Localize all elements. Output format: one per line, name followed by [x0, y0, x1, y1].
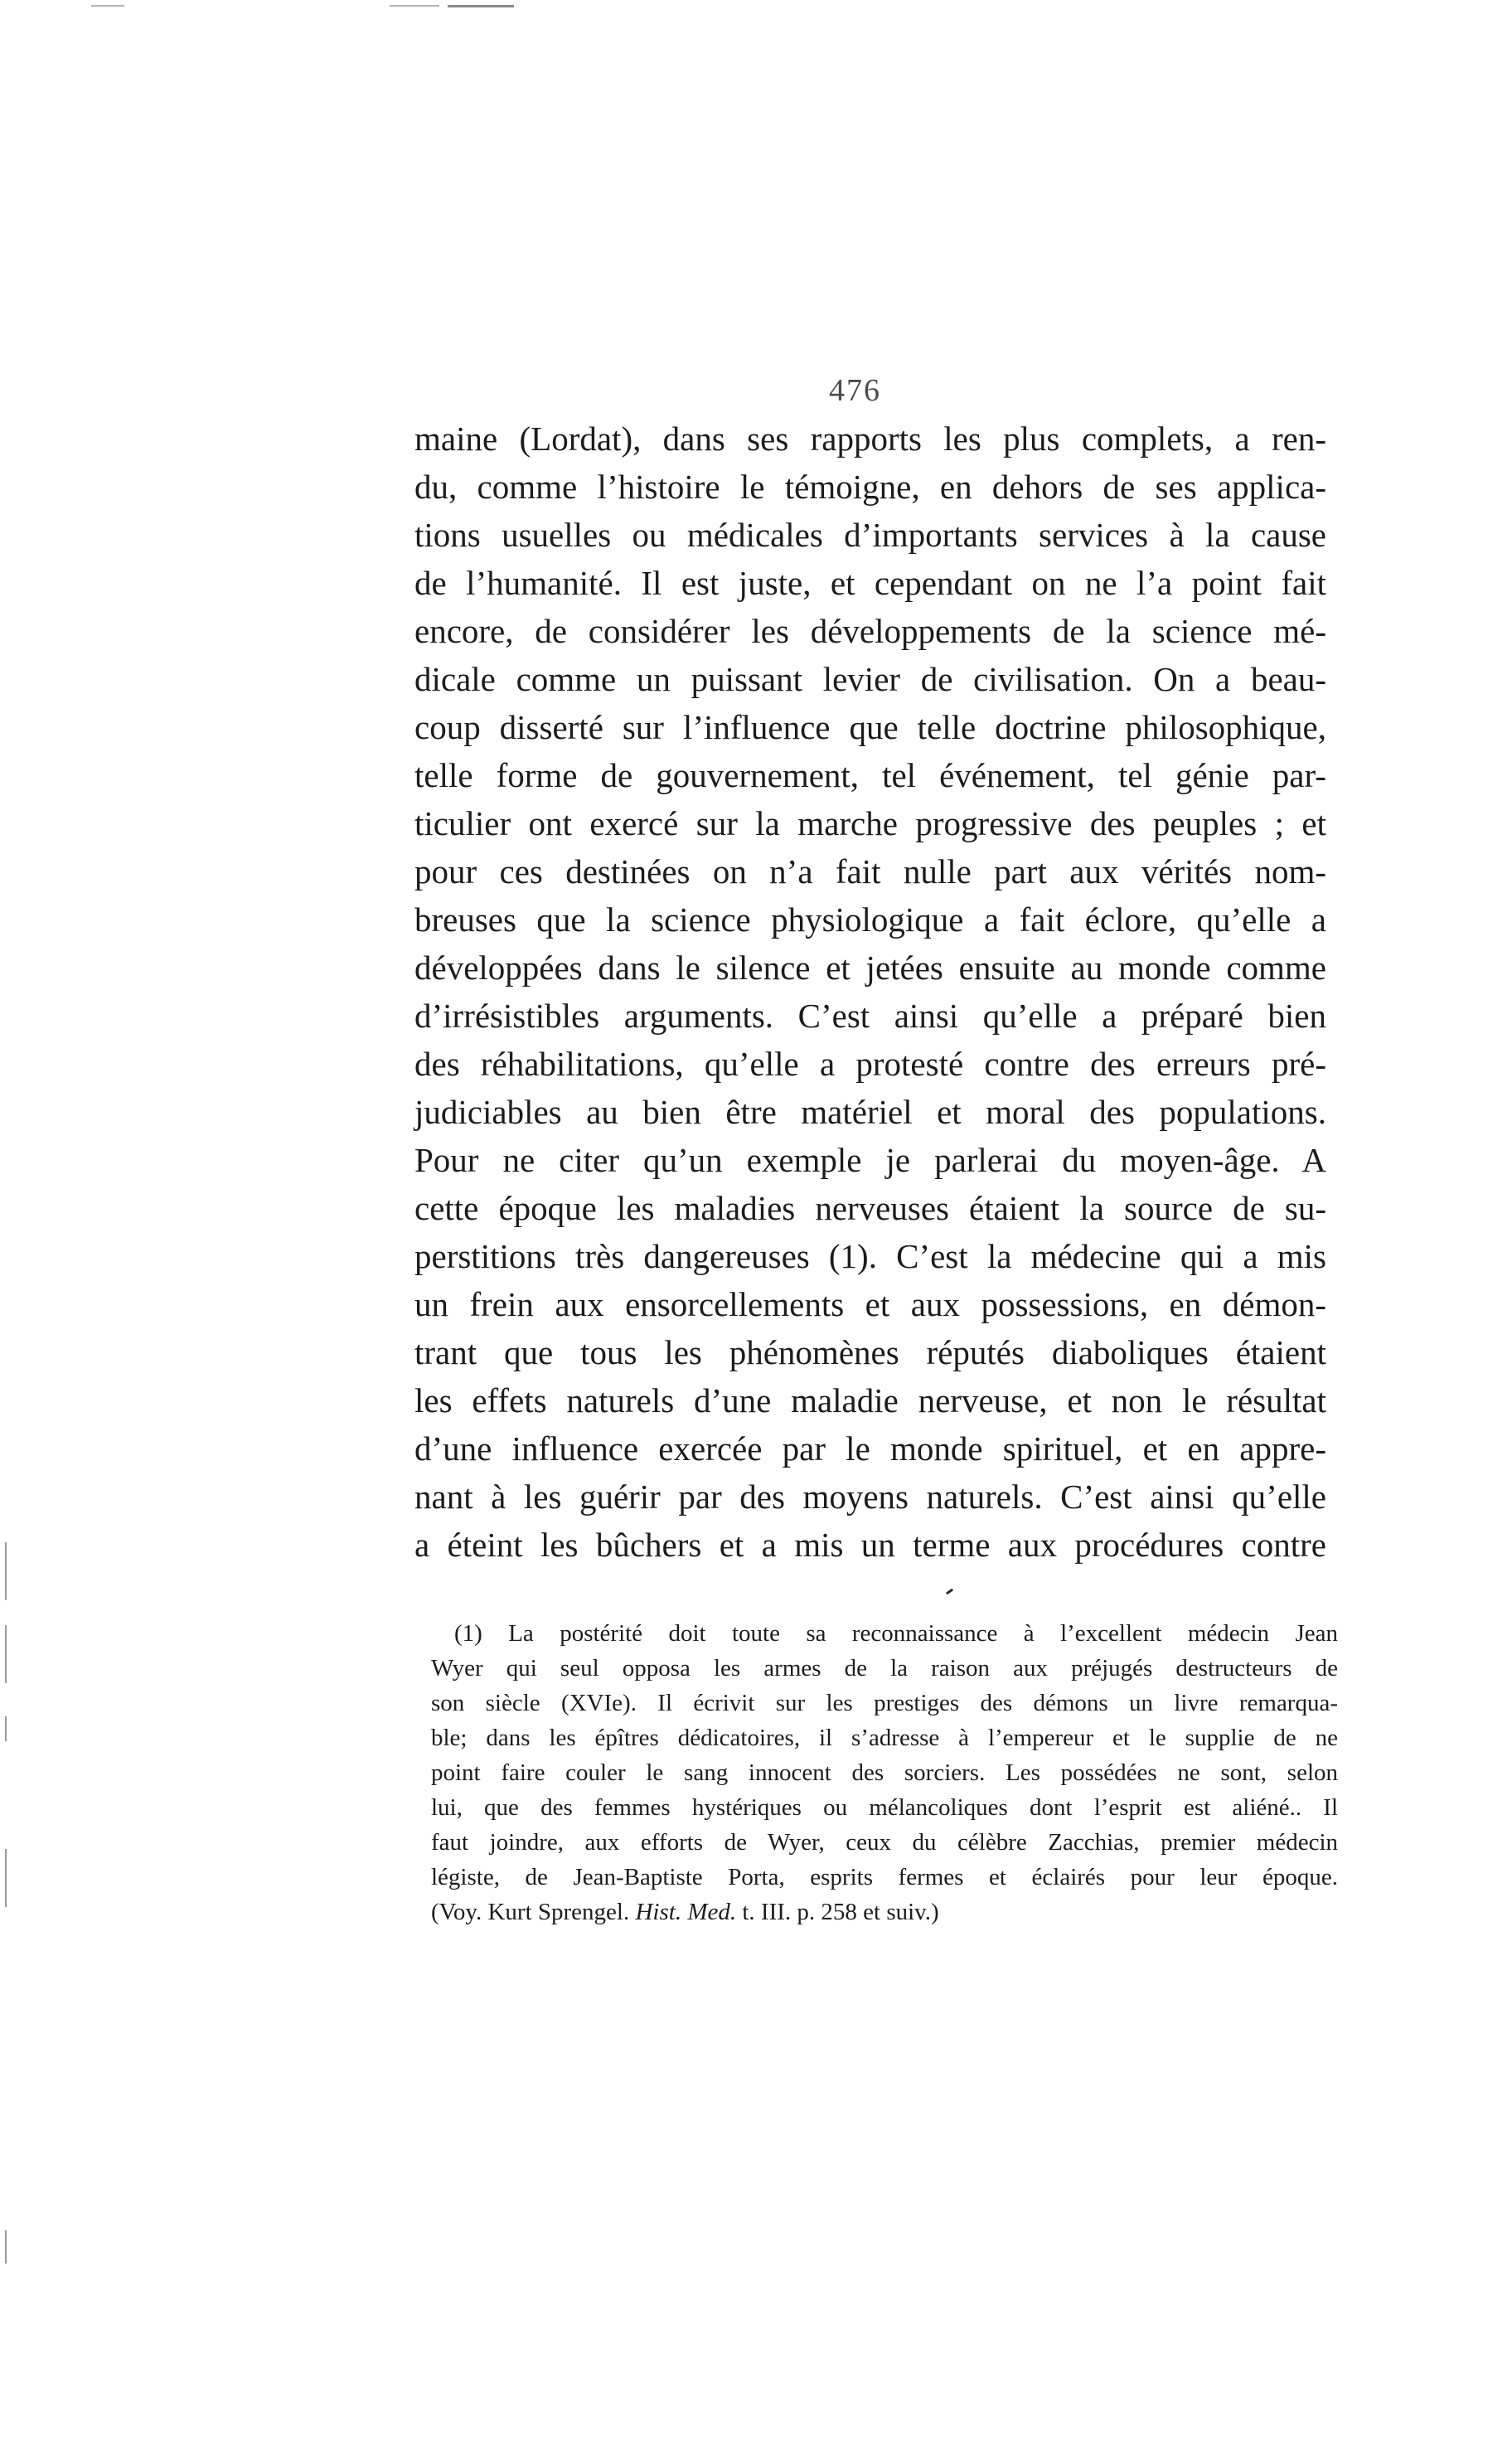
footnote-line: lui, que des femmes hystériques ou mélancoliques dont l’esprit est aliéné.. Il — [431, 1794, 1338, 1821]
margin-scan-mark — [5, 2230, 7, 2264]
body-line: tions usuelles ou médicales d’importants services à la cause — [414, 516, 1326, 554]
body-line: les effets naturels d’une maladie nerveuse, et non le résultat — [414, 1381, 1326, 1419]
footnote-citation — [431, 1895, 939, 1929]
citation-title-hist: Hist. — [635, 1899, 682, 1925]
body-line: de l’humanité. Il est juste, et cependant on ne l’a point fait — [414, 564, 1326, 602]
body-line: d’irrésistibles arguments. C’est ainsi qu’elle a préparé bien — [414, 997, 1326, 1035]
body-line: des réhabilitations, qu’elle a protesté contre des erreurs pré- — [414, 1045, 1326, 1083]
scan-artifact — [448, 5, 514, 7]
body-line: breuses que la science physiologique a fait éclore, qu’elle a — [414, 900, 1326, 939]
body-line: perstitions très dangereuses (1). C’est la médecine qui a mis — [414, 1237, 1326, 1275]
body-line: cette époque les maladies nerveuses étaient la source de su- — [414, 1189, 1326, 1227]
body-line: coup disserté sur l’influence que telle doctrine philosophique, — [414, 708, 1326, 746]
body-line: du, comme l’histoire le témoigne, en dehors de ses applica- — [414, 468, 1326, 506]
citation-title-med: Med. — [687, 1899, 737, 1925]
footnote-separator-mark — [946, 1589, 953, 1595]
body-line: pour ces destinées on n’a fait nulle part aux vérités nom- — [414, 852, 1326, 891]
citation-prefix: (Voy. Kurt Sprengel. — [431, 1899, 636, 1925]
scan-artifact — [390, 5, 439, 7]
footnote-line: son siècle (XVIe). Il écrivit sur les prestiges des démons un livre remarqua- — [431, 1690, 1338, 1716]
footnote — [0, 1617, 1512, 1998]
body-line: nant à les guérir par des moyens naturels. C’est ainsi qu’elle — [414, 1478, 1326, 1516]
body-line: trant que tous les phénomènes réputés diaboliques étaient — [414, 1333, 1326, 1371]
body-line: a éteint les bûchers et a mis un terme aux procédures contre — [414, 1526, 1326, 1564]
body-line: encore, de considérer les développements de la science mé- — [414, 612, 1326, 650]
footnote-line: ble; dans les épîtres dédicatoires, il s’adresse à l’empereur et le supplie de ne — [431, 1725, 1338, 1751]
body-line: Pour ne citer qu’un exemple je parlerai du moyen-âge. A — [414, 1141, 1326, 1179]
body-line: dicale comme un puissant levier de civilisation. On a beau- — [414, 660, 1326, 698]
body-line: telle forme de gouvernement, tel événement, tel génie par- — [414, 756, 1326, 794]
citation-suffix: t. III. p. 258 et suiv.) — [736, 1899, 939, 1925]
page-number: 476 — [829, 373, 881, 408]
scan-artifact — [91, 5, 124, 7]
footnote-line: légiste, de Jean-Baptiste Porta, esprits fermes et éclairés pour leur époque. — [431, 1864, 1338, 1890]
footnote-line: point faire couler le sang innocent des sorciers. Les possédées ne sont, selon — [431, 1759, 1338, 1786]
body-line: ticulier ont exercé sur la marche progressive des peuples ; et — [414, 804, 1326, 842]
body-line: un frein aux ensorcellements et aux possessions, en démon- — [414, 1285, 1326, 1323]
body-line: judiciables au bien être matériel et moral des populations. — [414, 1093, 1326, 1131]
footnote-line: (1) La postérité doit toute sa reconnaissance à l’excellent médecin Jean — [454, 1620, 1338, 1647]
body-line: développées dans le silence et jetées ensuite au monde comme — [414, 949, 1326, 987]
body-line: d’une influence exercée par le monde spirituel, et en appre- — [414, 1429, 1326, 1468]
footnote-line: Wyer qui seul opposa les armes de la raison aux préjugés destructeurs de — [431, 1655, 1338, 1682]
body-line: maine (Lordat), dans ses rapports les plus complets, a ren- — [414, 420, 1326, 458]
body-text — [0, 415, 1512, 1575]
footnote-line: faut joindre, aux efforts de Wyer, ceux du célèbre Zacchias, premier médecin — [431, 1829, 1338, 1856]
